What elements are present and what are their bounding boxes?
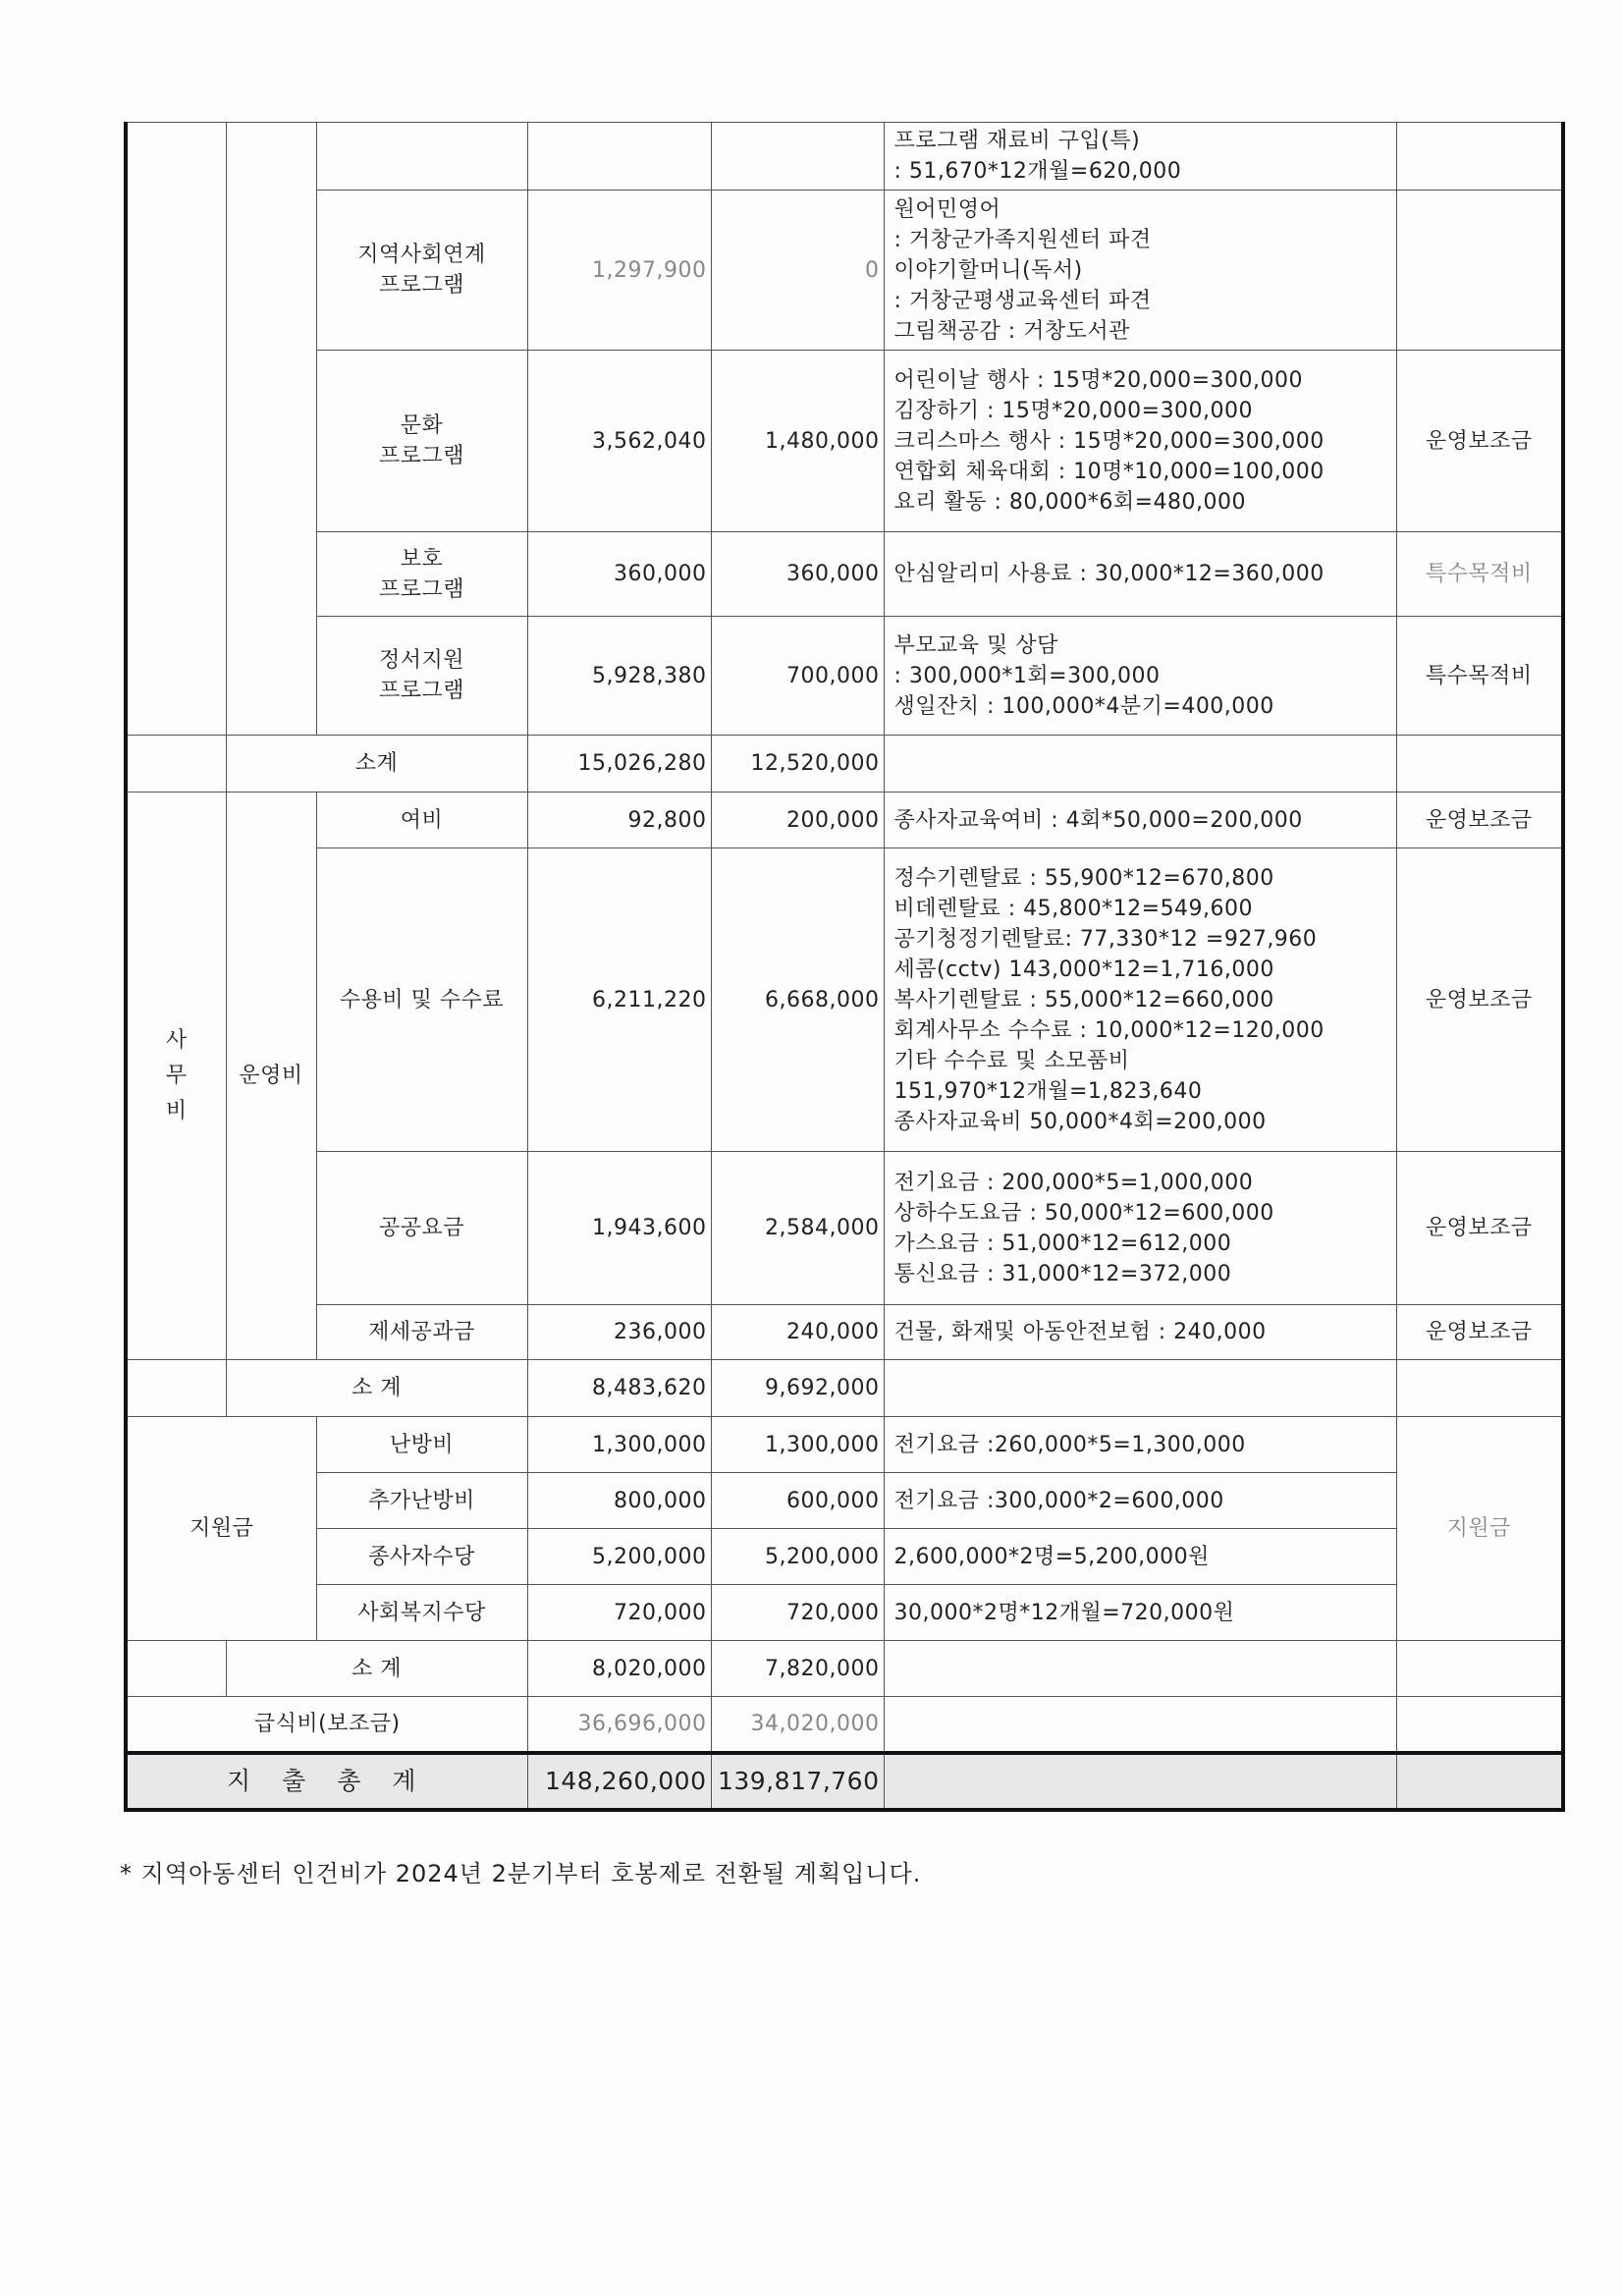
table-row-travel [126, 793, 1563, 848]
detail-line: 가스요금 : 51,000*12=612,000 [893, 1230, 1232, 1256]
item-label: 문화 [400, 413, 444, 438]
detail-line: 종사자교육비 50,000*4회=200,000 [893, 1109, 1267, 1134]
blank-cell [126, 1641, 226, 1697]
footnote: * 지역아동센터 인건비가 2024년 2분기부터 호봉제로 전환될 계획입니다. [120, 1860, 922, 1887]
curr-amount: 12,520,000 [711, 736, 884, 793]
subtotal-label: 소 계 [226, 1360, 527, 1417]
item-label: 지역사회연계 [357, 243, 486, 267]
prev-amount: 360,000 [527, 532, 711, 617]
category-char: 비 [165, 1098, 188, 1123]
funding-source: 특수목적비 [1396, 532, 1563, 617]
curr-amount: 5,200,000 [711, 1529, 884, 1585]
detail-line: 복사기렌탈료 : 55,000*12=660,000 [893, 987, 1274, 1012]
item-cell: 사회복지수당 [316, 1585, 527, 1641]
table-row-grand-total [126, 1753, 1563, 1810]
item-cell [316, 191, 527, 351]
source-cell-blank [1396, 1641, 1563, 1697]
funding-source: 운영보조금 [1396, 351, 1563, 532]
table-row-subtotal [126, 1641, 1563, 1697]
curr-amount: 720,000 [711, 1585, 884, 1641]
curr-amount: 6,668,000 [711, 848, 884, 1152]
table-row-supplies-fees [126, 848, 1563, 1152]
table-row-culture-program [126, 351, 1563, 532]
prev-amount: 36,696,000 [527, 1697, 711, 1753]
item-label: 프로그램 [378, 273, 464, 298]
table-row-taxes [126, 1305, 1563, 1360]
detail-line: 어린이날 행사 : 15명*20,000=300,000 [893, 367, 1304, 393]
detail-line: 크리스마스 행사 : 15명*20,000=300,000 [893, 428, 1325, 454]
detail-line: 기타 수수료 및 소모품비 [893, 1048, 1130, 1073]
details-cell: 2,600,000*2명=5,200,000원 [884, 1529, 1396, 1585]
item-cell [316, 532, 527, 617]
prev-amount: 1,297,900 [527, 191, 711, 351]
budget-expenditure-table [124, 122, 1565, 1812]
details-cell [884, 123, 1396, 191]
funding-source: 지원금 [1396, 1417, 1563, 1641]
prev-amount: 1,300,000 [527, 1417, 711, 1473]
table-row-materials [126, 123, 1563, 191]
prev-amount: 92,800 [527, 793, 711, 848]
detail-line: 생일잔치 : 100,000*4분기=400,000 [893, 693, 1274, 719]
funding-source: 운영보조금 [1396, 793, 1563, 848]
details-cell [884, 617, 1396, 736]
details-cell [884, 848, 1396, 1152]
detail-line: 종사자교육여비 : 4회*50,000=200,000 [893, 807, 1303, 833]
curr-amount: 2,584,000 [711, 1152, 884, 1305]
item-cell [316, 617, 527, 736]
details-cell-blank [884, 1641, 1396, 1697]
item-label: 프로그램 [378, 679, 464, 703]
item-cell: 수용비 및 수수료 [316, 848, 527, 1152]
detail-line: : 거창군평생교육센터 파견 [893, 288, 1152, 313]
details-cell-blank [884, 1697, 1396, 1753]
prev-amount: 720,000 [527, 1585, 711, 1641]
detail-line: 전기요금 : 200,000*5=1,000,000 [893, 1170, 1254, 1195]
item-cell: 제세공과금 [316, 1305, 527, 1360]
prev-amount-blank [527, 123, 711, 191]
detail-line: 비데렌탈료 : 45,800*12=549,600 [893, 896, 1254, 921]
prev-amount: 8,483,620 [527, 1360, 711, 1417]
detail-line: 김장하기 : 15명*20,000=300,000 [893, 398, 1254, 423]
funding-source: 특수목적비 [1396, 617, 1563, 736]
prev-amount: 15,026,280 [527, 736, 711, 793]
details-cell [884, 793, 1396, 848]
detail-line: 상하수도요금 : 50,000*12=600,000 [893, 1200, 1274, 1226]
detail-line: : 300,000*1회=300,000 [893, 663, 1161, 688]
details-cell-blank [884, 736, 1396, 793]
source-cell-blank [1396, 123, 1563, 191]
details-cell: 전기요금 :300,000*2=600,000 [884, 1473, 1396, 1529]
detail-line: 그림책공감 : 거창도서관 [893, 318, 1130, 344]
detail-line: 정수기렌탈료 : 55,900*12=670,800 [893, 865, 1274, 891]
table-row-community-program [126, 191, 1563, 351]
detail-line: : 51,670*12개월=620,000 [893, 159, 1182, 184]
curr-amount: 9,692,000 [711, 1360, 884, 1417]
prev-amount: 6,211,220 [527, 848, 711, 1152]
category-office-expenses [126, 793, 226, 1360]
table-row-welfare-allowance [126, 1585, 1563, 1641]
subtotal-label: 소 계 [226, 1641, 527, 1697]
details-cell [884, 351, 1396, 532]
subcategory-cell-blank [226, 123, 316, 736]
details-cell-blank [884, 1360, 1396, 1417]
detail-line: 원어민영어 [893, 196, 1001, 222]
prev-amount: 5,200,000 [527, 1529, 711, 1585]
funding-source: 운영보조금 [1396, 1305, 1563, 1360]
curr-amount: 200,000 [711, 793, 884, 848]
curr-amount: 700,000 [711, 617, 884, 736]
item-cell-blank [316, 123, 527, 191]
details-cell: 전기요금 :260,000*5=1,300,000 [884, 1417, 1396, 1473]
curr-amount-total: 139,817,760 [711, 1753, 884, 1810]
curr-amount: 1,480,000 [711, 351, 884, 532]
detail-line: 요리 활동 : 80,000*6회=480,000 [893, 489, 1247, 515]
item-label: 프로그램 [378, 576, 464, 602]
item-cell: 여비 [316, 793, 527, 848]
detail-line: 회계사무소 수수료 : 10,000*12=120,000 [893, 1017, 1325, 1043]
details-cell-blank [884, 1753, 1396, 1810]
details-cell: 30,000*2명*12개월=720,000원 [884, 1585, 1396, 1641]
detail-line: 연합회 체육대회 : 10명*10,000=100,000 [893, 459, 1325, 484]
funding-source: 운영보조금 [1396, 1152, 1563, 1305]
source-cell-blank [1396, 1360, 1563, 1417]
source-cell-blank [1396, 1697, 1563, 1753]
detail-line: 공기청정기렌탈료: 77,330*12 =927,960 [893, 926, 1318, 952]
category-char: 무 [165, 1063, 188, 1088]
prev-amount: 1,943,600 [527, 1152, 711, 1305]
item-cell: 공공요금 [316, 1152, 527, 1305]
detail-line: 세콤(cctv) 143,000*12=1,716,000 [893, 957, 1274, 982]
table-row-extra-heating [126, 1473, 1563, 1529]
details-cell [884, 532, 1396, 617]
table-row-emotional-program [126, 617, 1563, 736]
detail-line: 부모교육 및 상담 [893, 632, 1058, 658]
table-row-utilities [126, 1152, 1563, 1305]
curr-amount: 1,300,000 [711, 1417, 884, 1473]
category-support-funds: 지원금 [126, 1417, 316, 1641]
details-cell [884, 1305, 1396, 1360]
table-row-staff-allowance [126, 1529, 1563, 1585]
curr-amount: 240,000 [711, 1305, 884, 1360]
prev-amount: 236,000 [527, 1305, 711, 1360]
item-label: 보호 [400, 546, 444, 572]
detail-line: : 거창군가족지원센터 파견 [893, 227, 1152, 252]
category-char: 사 [165, 1027, 188, 1053]
item-label: 정서지원 [378, 648, 464, 673]
prev-amount: 3,562,040 [527, 351, 711, 532]
detail-line: 통신요금 : 31,000*12=372,000 [893, 1261, 1232, 1286]
table-row-meals [126, 1697, 1563, 1753]
table-row-subtotal [126, 1360, 1563, 1417]
prev-amount: 5,928,380 [527, 617, 711, 736]
subcategory-operating: 운영비 [226, 793, 316, 1360]
detail-line: 건물, 화재및 아동안전보험 : 240,000 [893, 1320, 1267, 1344]
details-cell [884, 191, 1396, 351]
blank-cell [126, 1360, 226, 1417]
prev-amount: 800,000 [527, 1473, 711, 1529]
source-cell-blank [1396, 1753, 1563, 1810]
table-row-subtotal [126, 736, 1563, 793]
subtotal-label: 소계 [226, 736, 527, 793]
blank-cell [126, 736, 226, 793]
category-cell-blank [126, 123, 226, 736]
item-cell: 추가난방비 [316, 1473, 527, 1529]
item-cell: 종사자수당 [316, 1529, 527, 1585]
grand-total-label: 지 출 총 계 [126, 1753, 527, 1810]
curr-amount: 600,000 [711, 1473, 884, 1529]
source-cell-blank [1396, 191, 1563, 351]
table-row-heating [126, 1417, 1563, 1473]
source-cell-blank [1396, 736, 1563, 793]
details-cell [884, 1152, 1396, 1305]
detail-line: 이야기할머니(독서) [893, 257, 1083, 283]
curr-amount: 360,000 [711, 532, 884, 617]
item-label: 프로그램 [378, 444, 464, 468]
table-row-protection-program [126, 532, 1563, 617]
meals-label: 급식비(보조금) [126, 1697, 527, 1753]
prev-amount-total: 148,260,000 [527, 1753, 711, 1810]
funding-source: 운영보조금 [1396, 848, 1563, 1152]
detail-line: 151,970*12개월=1,823,640 [893, 1078, 1203, 1104]
curr-amount: 34,020,000 [711, 1697, 884, 1753]
curr-amount: 7,820,000 [711, 1641, 884, 1697]
item-cell [316, 351, 527, 532]
curr-amount: 0 [711, 191, 884, 351]
item-cell: 난방비 [316, 1417, 527, 1473]
detail-line: 안심알리미 사용료 : 30,000*12=360,000 [893, 562, 1325, 586]
detail-line: 프로그램 재료비 구입(특) [893, 129, 1141, 153]
prev-amount: 8,020,000 [527, 1641, 711, 1697]
curr-amount-blank [711, 123, 884, 191]
